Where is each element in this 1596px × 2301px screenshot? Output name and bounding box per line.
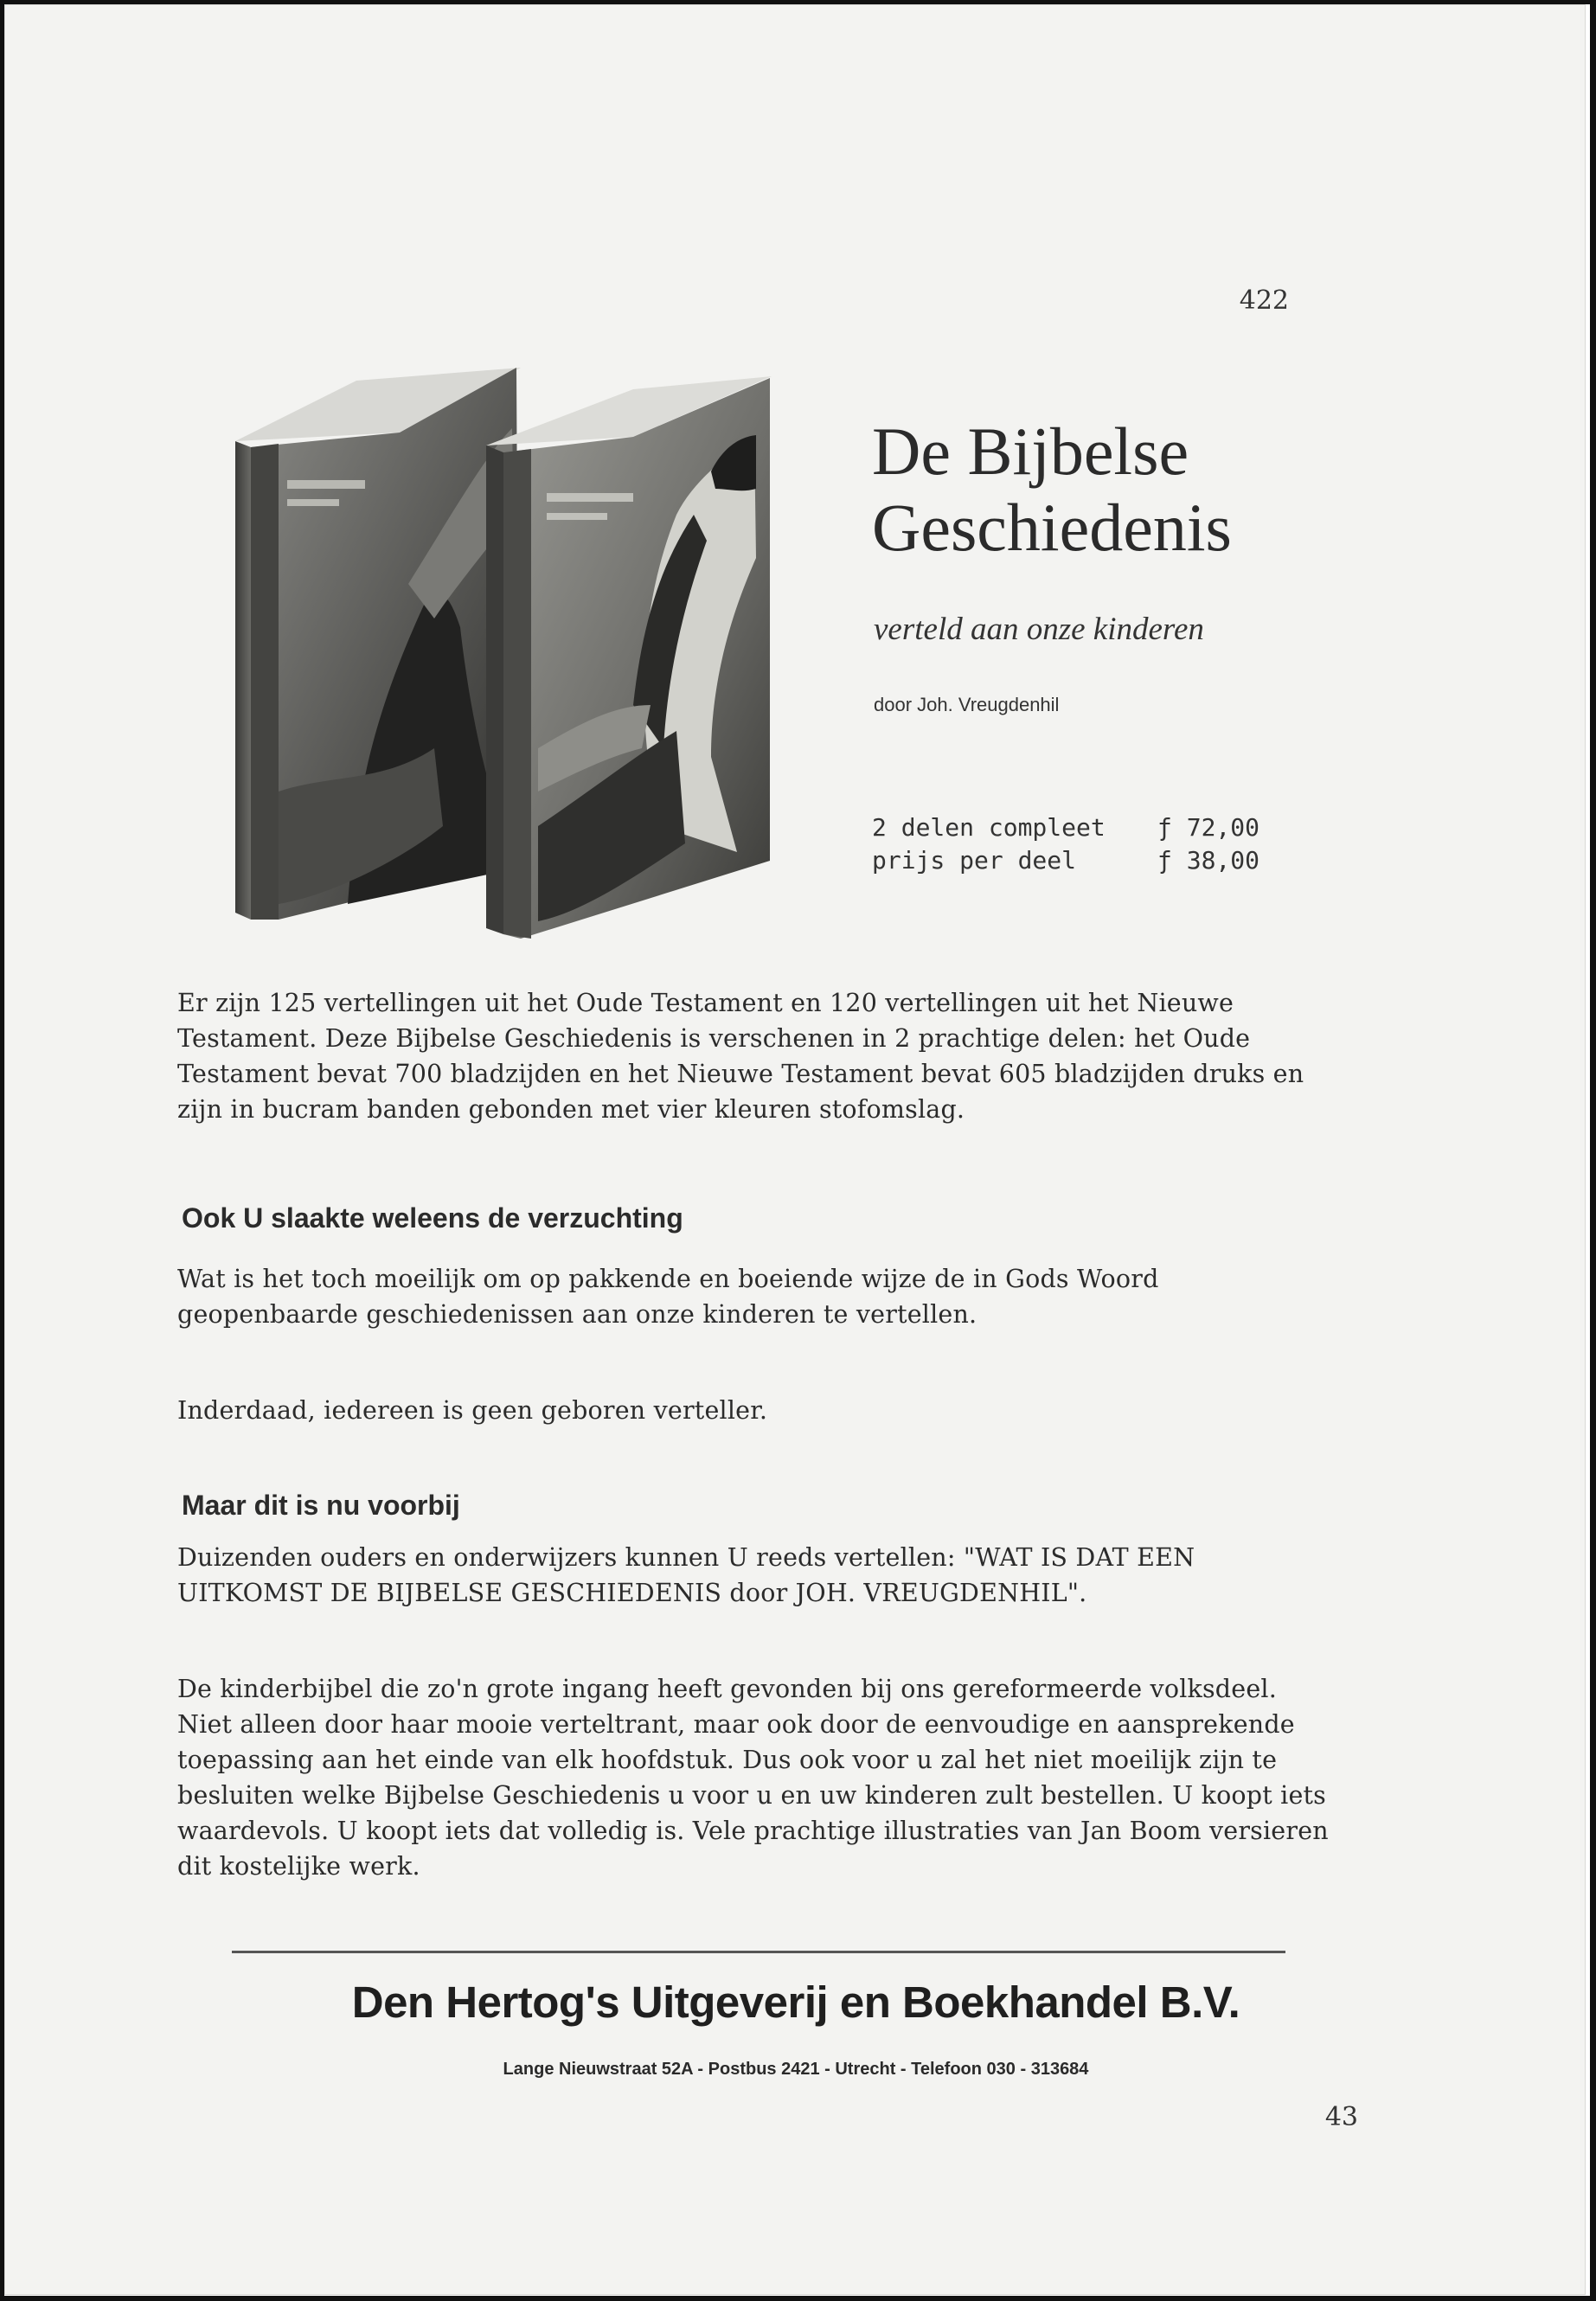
price-row-per-volume — [872, 844, 1322, 877]
price-list — [872, 811, 1322, 877]
scan-edge-bottom — [0, 2296, 1596, 2301]
section2-paragraph-2: De kinderbijbel die zo'n grote ingang heeft gevonden bij ons gereformeerde volksdeel. Niet alleen door haar mooie verteltrant, maar ook door de eenvoudige en aansprekende toepassing aan het einde van elk hoofdstuk. Dus ook voor u zal het niet moeilijk zijn te besluiten welke Bijbelse Geschiedenis u voor u en uw kinderen zult bestellen. U koopt iets waardevols. U koopt iets dat volledig is. Vele prachtige illustraties van Jan Boom versieren dit kostelijke werk. — [177, 1675, 1329, 1881]
section1-paragraph-1: Wat is het toch moeilijk om op pakkende en boeiende wijze de in Gods Woord geopenbaarde geschiedenissen aan onze kinderen te vertellen. — [177, 1265, 1159, 1329]
section1-paragraph-2: Inderdaad, iedereen is geen geboren verteller. — [177, 1396, 768, 1425]
price-value: ƒ 38,00 — [1157, 846, 1260, 875]
section2-paragraph-1: Duizenden ouders en onderwijzers kunnen U reeds vertellen: "WAT IS DAT EEN UITKOMST DE BIJBELSE GESCHIEDENIS door JOH. VREUGDENHIL". — [177, 1543, 1195, 1607]
scan-edge-right — [1590, 0, 1596, 2301]
book-author: door Joh. Vreugdenhil — [874, 694, 1060, 715]
page-number-bottom: 43 — [1324, 2102, 1358, 2132]
section-heading-sigh: Ook U slaakte weleens de verzuchting — [182, 1202, 683, 1234]
book-old-testament — [235, 368, 521, 920]
price-label: prijs per deel — [872, 846, 1077, 875]
book-title-line-1: De Bijbelse — [872, 413, 1189, 489]
price-value: ƒ 72,00 — [1157, 813, 1260, 842]
publisher-name: Den Hertog's Uitgeverij en Boekhandel B.V. — [351, 1977, 1240, 2027]
scan-edge-left — [0, 0, 4, 2301]
price-label: 2 delen compleet — [872, 813, 1106, 842]
intro-paragraph: Er zijn 125 vertellingen uit het Oude Testament en 120 vertellingen uit het Nieuwe Testament. Deze Bijbelse Geschiedenis is verschenen in 2 prachtige delen: het Oude Testament bevat 700 bladzijden en het Nieuwe Testament bevat 605 bladzijden druks en zijn in bucram banden gebonden met vier kleuren stofomslag. — [177, 989, 1304, 1124]
publisher-address: Lange Nieuwstraat 52A - Postbus 2421 - Utrecht - Telefoon 030 - 313684 — [503, 2060, 1089, 2079]
book-set-photo — [227, 342, 780, 939]
book-new-testament — [486, 376, 772, 939]
price-row-complete — [872, 811, 1322, 844]
divider-rule — [232, 1951, 1285, 1953]
scan-edge-top — [0, 0, 1596, 4]
book-title — [872, 413, 1356, 566]
page-number-top: 422 — [1239, 285, 1289, 316]
book-title-line-2: Geschiedenis — [872, 490, 1232, 565]
section-heading-over: Maar dit is nu voorbij — [182, 1490, 460, 1521]
book-subtitle: verteld aan onze kinderen — [874, 612, 1204, 647]
